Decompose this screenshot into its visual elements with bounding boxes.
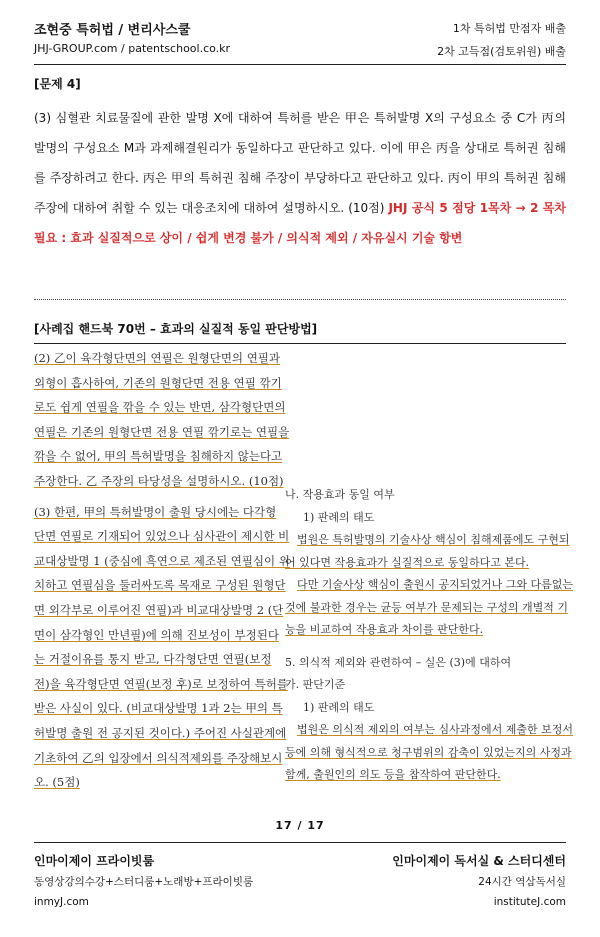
section-divider	[34, 299, 566, 300]
footer-left-site-link[interactable]: inmyJ.com	[34, 896, 89, 908]
scan-heading-exclusion: 5. 의식적 제외와 관련하여 – 실은 (3)에 대하여	[285, 655, 512, 669]
section-label-underline	[34, 343, 566, 344]
page-number: 17 / 17	[275, 819, 325, 832]
scan-paragraph-3: 법원은 의식적 제외의 여부는 심사과정에서 제출한 보정서 등에 의해 형식적으로 청구범위의 감축이 있었는지의 사정과 함께, 출원인의 의도 등을 참작하여 판단한다.	[285, 723, 574, 781]
header-title: 조현중 특허법 / 변리사스쿨	[34, 23, 191, 38]
section-label: [사례집 핸드북 70번 – 효과의 실질적 동일 판단방법]	[34, 322, 318, 336]
scan-subheading-precedent-1: 1) 판례의 태도	[303, 510, 375, 524]
scan-left-column	[34, 346, 290, 795]
header-note-1: 1차 특허법 만점자 배출	[452, 22, 566, 35]
scan-heading-effect: 나. 작용효과 동일 여부	[285, 488, 395, 501]
footer-left-title: 인마이제이 프라이빗룸	[34, 854, 155, 868]
scan-paragraph-1: 법원은 특허발명의 기술사상 핵심이 침해제품에도 구현되어 있다면 작용효과가 실질적으로 동일하다고 본다.	[285, 533, 570, 569]
footer-divider	[34, 842, 566, 843]
scan-heading-criteria: 가. 판단기준	[285, 678, 346, 691]
problem-text: (3) 심혈관 치료물질에 관한 발명 X에 대하여 특허를 받은 甲은 특허발명 X의 구성요소 중 C가 丙의 발명의 구성요소 M과 과제해결원리가 동일하다고 판단하고 있다. 이에 甲은 丙을 상대로 특허권 침해를 주장하려고 한다. 丙은 甲의 특허권 침해 주장이 부당하다고 판단하고 있다. 丙이 甲의 특허권 침해 주장에 대하여 취할 수 있는 대응조치에 대하여 설명하시오. (10점)	[34, 111, 566, 215]
scan-paragraph-2: 다만 기술사상 핵심이 출원시 공지되었거나 그와 다름없는 것에 불과한 경우는 균등 여부가 문제되는 구성의 개별적 기능을 비교하여 작용효과 차이를 판단한다.	[285, 578, 574, 636]
problem-body	[34, 103, 566, 253]
header-divider	[34, 64, 566, 65]
footer-right-description: 24시간 역삼독서실	[478, 876, 566, 888]
header-note-2: 2차 고득점(검토위원) 배출	[437, 45, 566, 58]
footer-right-site-link[interactable]: instituteJ.com	[493, 896, 566, 908]
footer-right-title: 인마이제이 독서실 & 스터디센터	[392, 854, 566, 868]
header-sites: JHJ-GROUP.com / patentschool.co.kr	[34, 42, 231, 55]
scan-right-column	[285, 484, 575, 787]
footer-left-description: 동영상강의수강+스터디룸+노래방+프라이빗룸	[34, 876, 254, 888]
scan-question-2: (2) 乙이 육각형단면의 연필은 원형단면의 연필과 외형이 흡사하여, 기존의 원형단면 전용 연필 깎기로도 쉽게 연필을 깎을 수 있는 반면, 삼각형단면의 연필은 기존의 원형단면 전용 연필 깎기로는 연필을 깎을 수 없어, 甲의 특허발명을 침해하지 않는다고 주장한다. 乙 주장의 타당성을 설명하시오. (10점)	[34, 351, 290, 488]
scan-question-3: (3) 한편, 甲의 특허발명이 출원 당시에는 다각형 단면 연필로 기재되어 있었으나 심사관이 제시한 비교대상발명 1 (중심에 흑연으로 제조된 연필심이 위치하고 연필심을 둘러싸도록 목재로 구성된 원형단면 외각부로 이루어진 연필)과 비교대상발명 2 (단면이 삼각형인 만년필)에 의해 진보성이 부정된다는 거절이유를 통지 받고, 다각형단면 연필(보정 전)을 육각형단면 연필(보정 후)로 보정하여 특허를 받은 사실이 있다. (비교대상발명 1과 2는 甲의 특허발명 출원 전 공지된 것이다.) 주어진 사실관계에 기초하여 乙의 입장에서 의식적제외를 주장해보시오. (5점)	[34, 504, 290, 790]
problem-label: [문제 4]	[34, 77, 81, 91]
scan-subheading-precedent-2: 1) 판례의 태도	[303, 700, 375, 714]
problem-highlight: JHJ 공식 5 점당 1목차 → 2 목차 필요 : 효과 실질적으로 상이 / 쉽게 변경 불가 / 의식적 제외 / 자유실시 기술 항변	[34, 201, 566, 245]
